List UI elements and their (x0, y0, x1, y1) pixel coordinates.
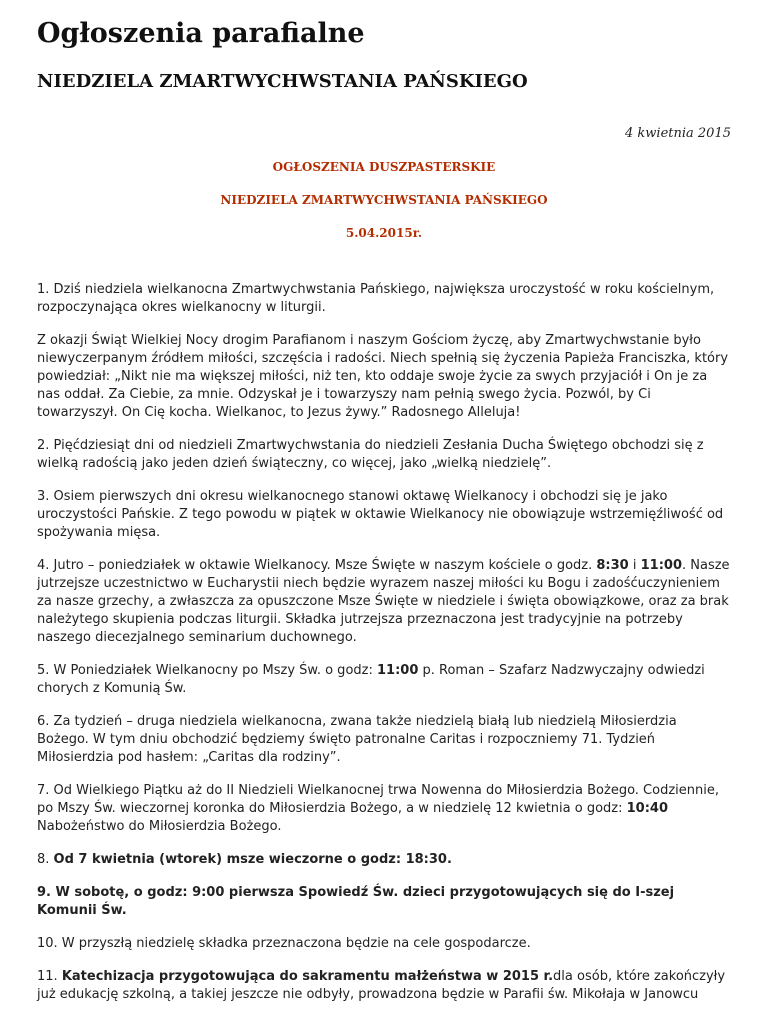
announcement-11-bold: Katechizacja przygotowująca do sakramentu małżeństwa w 2015 r. (61, 969, 554, 984)
announcement-10: 10. W przyszłą niedzielę składka przeznaczona będzie na cele gospodarcze. (37, 936, 531, 951)
publish-date: 4 kwietnia 2015 (625, 126, 731, 141)
announcement-7-text-b: Nabożeństwo do Miłosierdzia Bożego. (37, 819, 282, 834)
announcements-body (37, 281, 731, 1004)
announcement-5-text-b: p. Roman – Szafarz Nadzwyczajny odwiedzi chorych z Komunią Św. (37, 663, 705, 696)
announcement-11-number: 11. (37, 969, 62, 984)
announcement-8-number: 8. (37, 852, 54, 867)
announcement-4-time-2: 11:00 (640, 558, 682, 573)
announcement-4-text-c: . Nasze jutrzejsze uczestnictwo w Eucharystii niech będzie wyrazem naszej miłości ku Bogu i zadośćuczynieniem za nasze grzechy, a zwłaszcza za opuszczone Msze Święte w niedziele i święta obowiązkowe, oraz za brak należytego skupienia podczas liturgii. Składka jutrzejsza przeznaczona jest tradycyjnie na potrzeby naszego diecezjalnego seminarium duchownego. (37, 558, 730, 645)
section-heading-announcements: OGŁOSZENIA DUSZPASTERSKIE (272, 160, 496, 174)
announcement-4-time-1: 8:30 (596, 558, 629, 573)
page-title: Ogłoszenia parafialne (37, 18, 365, 49)
section-heading-sunday: NIEDZIELA ZMARTWYCHWSTANIA PAŃSKIEGO (220, 193, 548, 207)
announcement-9: 9. W sobotę, o godz: 9:00 pierwsza Spowiedź Św. dzieci przygotowujących się do I-szej Komunii Św. (37, 885, 675, 918)
announcement-5 (37, 662, 731, 698)
announcement-4 (37, 557, 731, 647)
announcement-1: 1. Dziś niedziela wielkanocna Zmartwychwstania Pańskiego, największa uroczystość w roku kościelnym, rozpoczynająca okres wielkanocny w liturgii. (37, 282, 715, 315)
section-heading-date: 5.04.2015r. (345, 226, 423, 240)
announcement-3: 3. Osiem pierwszych dni okresu wielkanocnego stanowi oktawę Wielkanocy i obchodzi się je jako uroczystości Pańskie. Z tego powodu w piątek w oktawie Wielkanocy nie obowiązuje wstrzemięźliwość od spożywania mięsa. (37, 489, 724, 540)
announcement-5-text-a: 5. W Poniedziałek Wielkanocny po Mszy Św. o godz: (37, 663, 377, 678)
announcement-1-wishes: Z okazji Świąt Wielkiej Nocy drogim Parafianom i naszym Gościom życzę, aby Zmartwychwstanie było niewyczerpanym źródłem miłości, szczęścia i radości. Niech spełnią się życzenia Papieża Franciszka, który powiedział: „Nikt nie ma większej miłości, niż ten, kto oddaje swoje życie za swych przyjaciół i On je za nas oddał. Za Ciebie, za mnie. Odzyskał je i towarzyszy nam pełnią swego życia. Pozwól, by Ci towarzyszył. On Cię kocha. Wielkanoc, to Jezus żywy.” Radosnego Alleluja! (37, 333, 729, 420)
announcement-8 (37, 851, 731, 869)
announcement-6: 6. Za tydzień – druga niedziela wielkanocna, zwana także niedzielą białą lub niedzielą Miłosierdzia Bożego. W tym dniu obchodzić będziemy święto patronalne Caritas i rozpoczniemy 71. Tydzień Miłosierdzia pod hasłem: „Caritas dla rodziny”. (37, 714, 677, 765)
announcement-11-text: dla osób, które zakończyły już edukację szkolną, a takiej jeszcze nie odbyły, prowadzona będzie w Parafii św. Mikołaja w Janowcu (37, 969, 726, 1002)
announcement-8-text: Od 7 kwietnia (wtorek) msze wieczorne o godz: 18:30. (53, 852, 452, 867)
announcement-7-text-a: 7. Od Wielkiego Piątku aż do II Niedzieli Wielkanocnej trwa Nowenna do Miłosierdzia Bożego. Codziennie, po Mszy Św. wieczornej koronka do Miłosierdzia Bożego, a w niedzielę 12 kwietnia o godz: (37, 783, 719, 816)
page-subtitle: NIEDZIELA ZMARTWYCHWSTANIA PAŃSKIEGO (37, 71, 528, 92)
document-page (0, 18, 768, 1004)
announcement-7 (37, 782, 731, 836)
announcement-2: 2. Pięćdziesiąt dni od niedzieli Zmartwychwstania do niedzieli Zesłania Ducha Świętego obchodzi się z wielką radością jako jeden dzień świąteczny, co więcej, jako „wielką niedzielę”. (37, 438, 704, 471)
announcement-5-time: 11:00 (376, 663, 419, 678)
announcement-11 (37, 968, 731, 1004)
announcement-7-time: 10:40 (626, 801, 669, 816)
announcement-4-text-b: i (628, 558, 641, 573)
announcement-4-text-a: 4. Jutro – poniedziałek w oktawie Wielkanocy. Msze Święte w naszym kościele o godz. (37, 558, 597, 573)
